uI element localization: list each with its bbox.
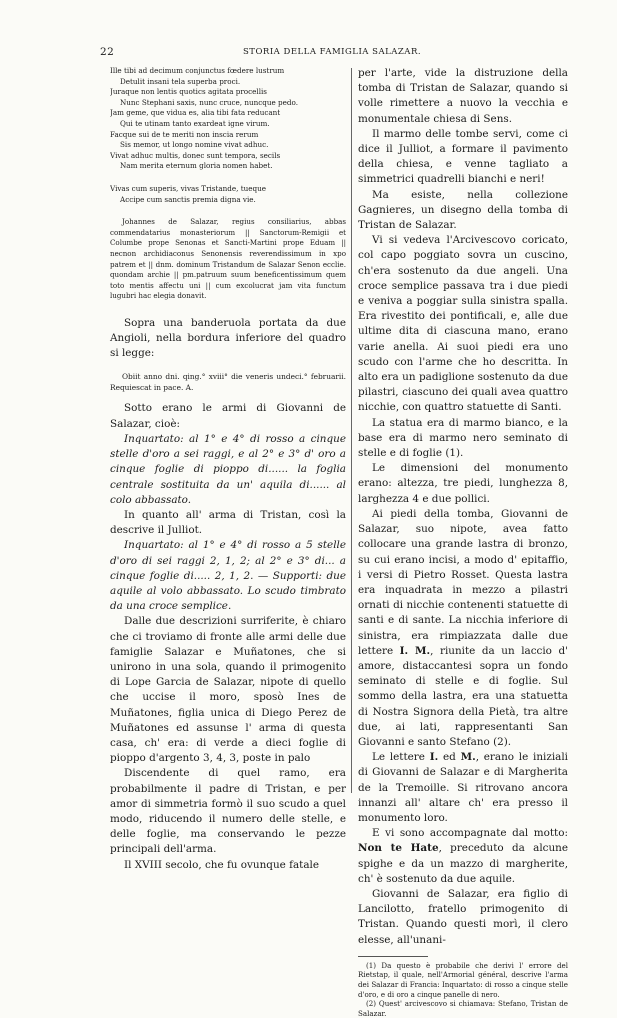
verse-line: Vivas cum superis, vivas Tristande, tueque: [110, 183, 266, 193]
page-number: 22: [100, 46, 115, 58]
text-run: , riunite da un laccio d' amore, distaccantesi sopra un fondo seminato di stelle e di foglie. Sul sommo della lastra, era una statuetta di Nostra Signora della Pietà, tra altre due, ai lati, rappresentanti San Giovanni e santo Stefano (2).: [358, 644, 568, 748]
paragraph: Le dimensioni del monumento erano: altezza, tre piedi, lunghezza 8, larghezza 4 e due pollici.: [358, 462, 568, 505]
verse-line: Nam merita eternum gloria nomen habet.: [120, 161, 273, 171]
verse-line: Facque sui de te meriti non inscia rerum: [110, 129, 259, 139]
verse-line: Sis memor, ut longo nomine vivat adhuc.: [120, 140, 269, 150]
paragraph: [358, 507, 568, 750]
verse-line: Jam geme, que vidua es, alia tibi fata reducant: [110, 108, 281, 118]
verse-line: Vivat adhuc multis, donec sunt tempora, secils: [110, 150, 281, 160]
motto: Non te Hate: [358, 842, 439, 855]
page-header: [100, 46, 564, 60]
right-column: [358, 66, 568, 1018]
verse-line: Qui te utinam tanto exardeat igne virum.: [120, 118, 270, 128]
text-run: Ai piedi della tomba, Giovanni de Salazar, suo nipote, avea fatto collocare una grande lastra di bronzo, su cui erano incisi, a modo d' epitaffio, i versi di Pietro Rosset. Questa lastra era inquadrata in mezzo a pilastri ornati di nicchie contenenti statuette di santi e di sante. La nicchia inferiore di sinistra, era rimpiazzata dalle due lettere: [358, 507, 568, 657]
paragraph: Ma esiste, nella collezione Gagnieres, un disegno della tomba di Tristan de Salazar.: [358, 188, 568, 232]
paragraph: Vi si vedeva l'Arcivescovo coricato, col capo poggiato sovra un cuscino, ch'era sostenuto da due angeli. Una croce semplice passava tra i due piedi e veniva a poggiar sulla sinistra spalla. Era rivestito dei pontificali, e, alle due ultime dita di ciascuna mano, erano varie anella. Ai suoi piedi era uno scudo con l'arme che ho descritta. In alto era un padiglione sostenuto da due pilastri, ciascuno dei quali avea quattro nicchie, con quattro statuette di Santi.: [358, 234, 568, 414]
paragraph: Sotto erano le armi di Giovanni de Salazar, cioè:: [110, 402, 346, 430]
verse-line: Ille tibi ad decimum conjunctus fœdere lustrum: [110, 66, 285, 75]
paragraph: La statua era di marmo bianco, e la base era di marmo nero seminato di stelle e di foglie (1).: [358, 416, 568, 460]
text-run: ed: [442, 751, 456, 764]
obit-inscription: Obiit anno dni. qing.° xviii° die veneris undeci.° februarii. Requiescat in pace. A.: [110, 372, 346, 393]
verse-line: Nunc Stephani saxis, nunc cruce, nuncque pedo.: [120, 97, 298, 107]
blazon-tristan: Inquartato: al 1° e 4° di rosso a 5 stelle d'oro di sei raggi 2, 1, 2; al 2° e 3° di... a cinque foglie di..... 2, 1, 2. — Supporti: due aquile al volo abbassato. Lo scudo timbrato da una croce semplice.: [110, 539, 346, 613]
paragraph: [358, 826, 568, 887]
column-divider: [351, 68, 352, 793]
latin-verses: [110, 66, 346, 172]
paragraph: Il marmo delle tombe servi, come ci dice il Julliot, a formare il pavimento della chiesa, e venne tagliato a simmetrici quadrelli bianchi e neri!: [358, 127, 568, 186]
running-title: STORIA DELLA FAMIGLIA SALAZAR.: [242, 47, 422, 57]
paragraph: Dalle due descrizioni surriferite, è chiaro che ci troviamo di fronte alle armi delle due famiglie Salazar e Muñatones, che si unirono in una sola, quando il primogenito di Lope Garcia de Salazar, nipote di quello che uccise il moro, sposò Ines de Muñatones, figlia unica di Diego Perez de Muñatones ed assunse l' arma di questa casa, ch' era: di verde a dieci foglie di pioppo d'argento 3, 4, 3, poste in palo: [110, 615, 346, 765]
bold-initials: I. M.: [399, 644, 431, 657]
verse-line: Accipe cum sanctis premia digna vie.: [120, 194, 256, 204]
footnote-rule: [358, 956, 428, 957]
verse-line: Detulit insani tela superba proci.: [120, 76, 241, 86]
text-run: , preceduto da alcune spighe e da un mazzo di margherite, ch' è sostenuto da due aquile.: [358, 842, 568, 885]
paragraph: per l'arte, vide la distruzione della tomba di Tristan de Salazar, quando si volle rimettere a nuovo la vecchia e monumentale chiesa di Sens.: [358, 67, 568, 125]
paragraph: [358, 750, 568, 826]
bold-initial: M.: [460, 751, 476, 764]
epitaph-verses: [110, 184, 346, 205]
latin-inscription: Johannes de Salazar, regius consiliarius, abbas commendatarius monasteriorum || Sanctorum-Remigii et Columbe prope Senonas et Sancti-Martini prope Eduam || necnon archidiaconus Senonensis reverendissimum in xpo patrem et || dnm. dominum Tristandum de Salazar Senon ecclie. quondam archie || pm.patruum suum beneficentissimum quem toto mentis affectu uni || cum excolucrat jam vita functum lugubri hac elegia donavit.: [110, 217, 346, 301]
text-run: E vi sono accompagnate dal motto:: [372, 827, 568, 840]
paragraph: In quanto all' arma di Tristan, così la descrive il Julliot.: [110, 508, 346, 537]
text-run: , erano le iniziali di Giovanni de Salazar e di Margherita de la Tremoille. Si ritrovano ancora innanzi all' altare ch' era presso il monumento loro.: [358, 751, 569, 824]
verse-line: Juraque non lentis quotics agitata procellis: [110, 87, 267, 97]
paragraph: Sopra una banderuola portata da due Angioli, nella bordura inferiore del quadro si legge:: [110, 316, 346, 360]
footnote-2: (2) Quest' arcivescovo si chiamava: Stefano, Tristan de Salazar.: [358, 999, 568, 1018]
footnote-1: (1) Da questo è probabile che derivi l' errore del Rietstap, il quale, nell'Armorial général, descrive l'arma dei Salazar di Francia: Inquartato: di rosso a cinque stelle d'oro, e di oro a cinque panelle di nero.: [358, 960, 568, 999]
text-run: Le lettere: [372, 751, 425, 764]
left-column: [110, 66, 346, 873]
paragraph: Discendente di quel ramo, era probabilmente il padre di Tristan, e per amor di simmetria formò il suo scudo a quel modo, riducendo il numero delle stelle, e delle foglie, ma conservando le pezze principali dell'arma.: [110, 767, 346, 856]
bold-initial: I.: [429, 751, 439, 764]
paragraph: Giovanni de Salazar, era figlio di Lancilotto, fratello primogenito di Tristan. Quando questi morì, il clero elesse, all'unani-: [358, 887, 568, 946]
paragraph: Il XVIII secolo, che fu ovunque fatale: [124, 858, 319, 871]
blazon-giovanni: Inquartato: al 1° e 4° di rosso a cinque stelle d'oro a sei raggi, e al 2° e 3° d' oro a cinque foglie di pioppo di...... la foglia centrale sostituita da un' aquila di...... al colo abbassato.: [110, 432, 346, 506]
